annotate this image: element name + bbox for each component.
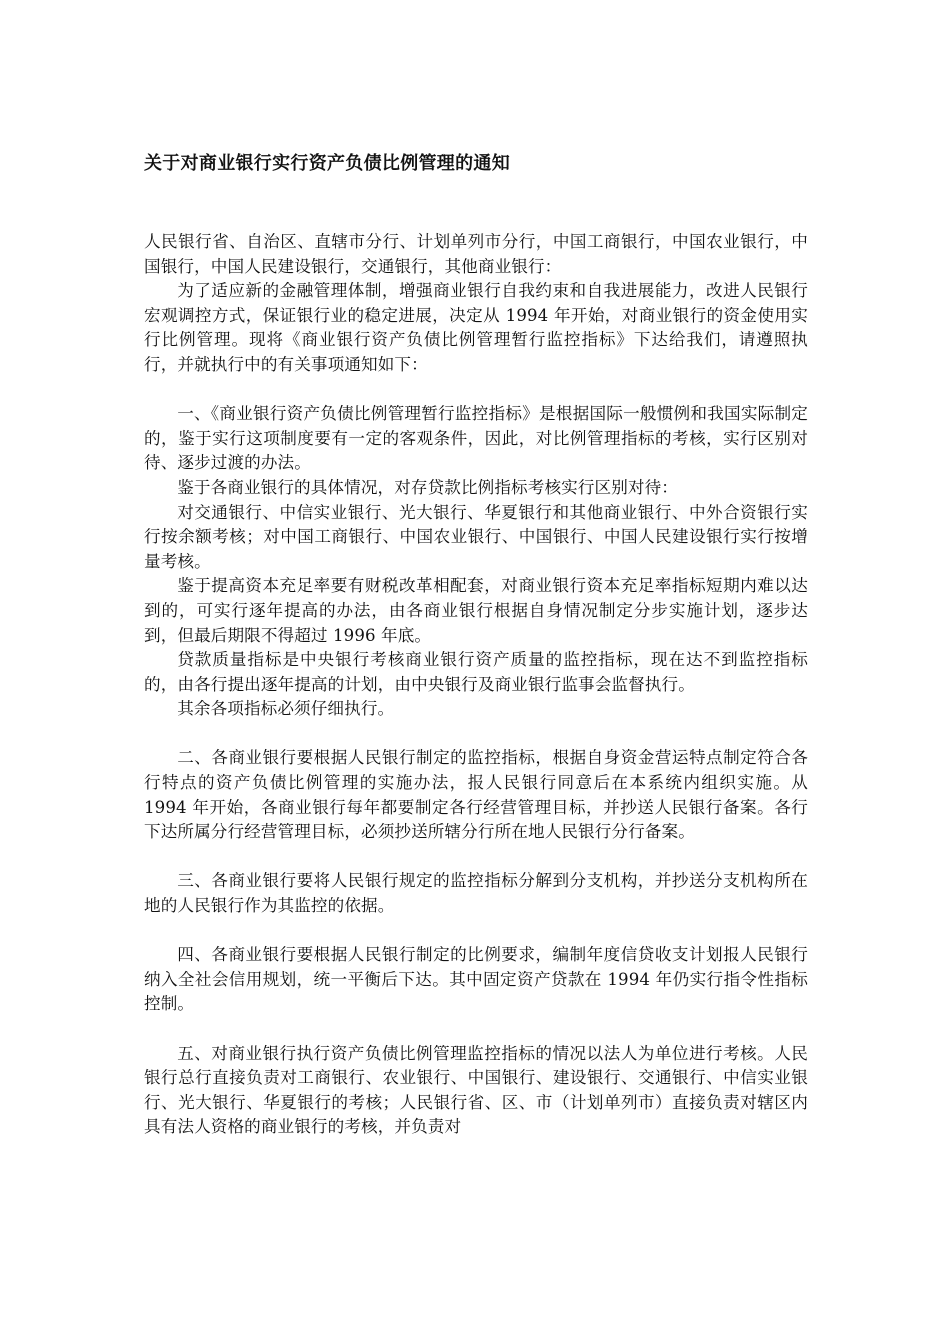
paragraph-section-2: 二、各商业银行要根据人民银行制定的监控指标，根据自身资金营运特点制定符合各行特点的资产负债比例管理的实施办法，报人民银行同意后在本系统内组织实施。从 1994 年开始，各商业银行每年都要制定各行经营管理目标，并抄送人民银行备案。各行下达所属分行经营管理目标，必须抄送所辖分行所在地人民银行分行备案。 [144,748,808,842]
paragraph-assessment-method: 对交通银行、中信实业银行、光大银行、华夏银行和其他商业银行、中外合资银行实行按余额考核；对中国工商银行、中国农业银行、中国银行、中国人民建设银行实行按增量考核。 [144,502,808,571]
document-body [144,230,808,1140]
paragraph-loan-quality: 贷款质量指标是中央银行考核商业银行资产质量的监控指标，现在达不到监控指标的，由各行提出逐年提高的计划，由中央银行及商业银行监事会监督执行。 [144,650,808,694]
paragraph-loan-ratio: 鉴于各商业银行的具体情况，对存贷款比例指标考核实行区别对待： [177,477,678,497]
paragraph-intro: 为了适应新的金融管理体制，增强商业银行自我约束和自我进展能力，改进人民银行宏观调控方式，保证银行业的稳定进展，决定从 1994 年开始，对商业银行的资金使用实行比例管理。现将《商业银行资产负债比例管理暂行监控指标》下达给我们，请遵照执行，并就执行中的有关事项通知如下： [144,281,808,374]
paragraph-other-indicators: 其余各项指标必须仔细执行。 [177,699,395,719]
document-title: 关于对商业银行实行资产负债比例管理的通知 [144,153,510,174]
paragraph-section-3: 三、各商业银行要将人民银行规定的监控指标分解到分支机构，并抄送分支机构所在地的人民银行作为其监控的依据。 [144,871,808,916]
paragraph-section-1: 一、《商业银行资产负债比例管理暂行监控指标》是根据国际一般惯例和我国实际制定的，鉴于实行这项制度要有一定的客观条件，因此，对比例管理指标的考核，实行区别对待、逐步过渡的办法。 [144,404,808,473]
paragraph-capital-adequacy: 鉴于提高资本充足率要有财税改革相配套，对商业银行资本充足率指标短期内难以达到的，可实行逐年提高的办法，由各商业银行根据自身情况制定分步实施计划，逐步达到，但最后期限不得超过 1996 年底。 [144,576,808,645]
salutation: 人民银行省、自治区、直辖市分行、计划单列市分行，中国工商银行，中国农业银行，中国银行，中国人民建设银行，交通银行，其他商业银行： [144,232,808,276]
paragraph-section-5: 五、对商业银行执行资产负债比例管理监控指标的情况以法人为单位进行考核。人民银行总行直接负责对工商银行、农业银行、中国银行、建设银行、交通银行、中信实业银行、光大银行、华夏银行的考核；人民银行省、区、市（计划单列市）直接负责对辖区内具有法人资格的商业银行的考核，并负责对 [144,1043,808,1137]
paragraph-section-4: 四、各商业银行要根据人民银行制定的比例要求，编制年度信贷收支计划报人民银行纳入全社会信用规划，统一平衡后下达。其中固定资产贷款在 1994 年仍实行指令性指标控制。 [144,945,808,1014]
